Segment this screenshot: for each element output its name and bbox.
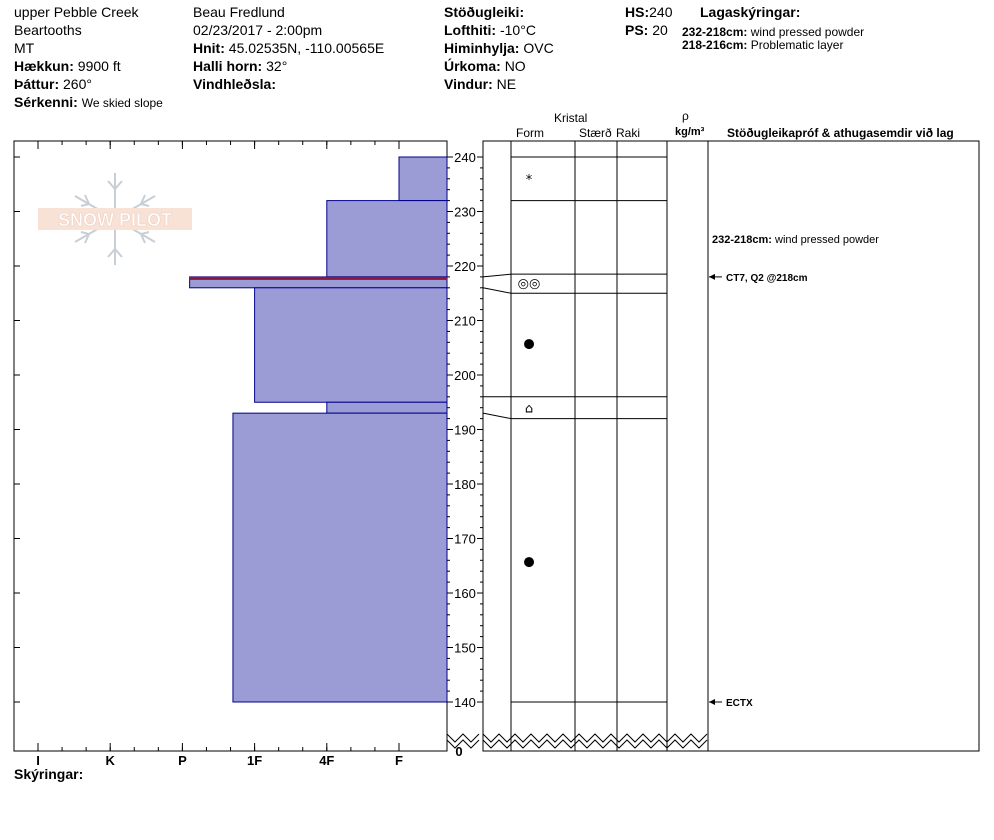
air-temp-label: Lofthiti: [444, 22, 497, 38]
grain-symbol: ◎◎ [517, 276, 541, 292]
state: MT [14, 40, 35, 56]
col-form: Form [516, 126, 544, 140]
location-name: upper Pebble Creek [14, 4, 139, 20]
y-tick-label: 190 [454, 422, 476, 438]
air-temp-value: -10°C [499, 22, 536, 38]
y-tick-label: 170 [454, 531, 476, 547]
annotation-text: ECTX [726, 698, 753, 709]
observer: Beau Fredlund [193, 4, 285, 20]
layer-notes-title: Lagaskýringar: [700, 4, 801, 20]
layer-bar [233, 413, 447, 702]
layer-note-range: 218-216cm: [682, 38, 748, 52]
wind-label: Vindur: [444, 76, 493, 92]
datetime: 02/23/2017 - 2:00pm [193, 22, 323, 38]
annotation-note: wind pressed powder [775, 233, 879, 246]
col-size: Stærð [579, 126, 612, 140]
y-tick-label: 220 [454, 259, 476, 274]
y-tick-label: 210 [454, 313, 476, 329]
y-tick-label: 180 [454, 477, 476, 492]
specifics-value: We skied slope [81, 96, 163, 110]
grain-symbol: ● [523, 554, 535, 570]
boundary-connector [483, 288, 511, 293]
precip-label: Úrkoma: [444, 58, 501, 74]
coords-value: 45.02535N, -110.00565E [228, 40, 385, 56]
x-tick-label: 4F [319, 753, 335, 768]
layer-bar [327, 201, 447, 277]
specifics-label: Sérkenni: [14, 94, 78, 110]
hs-label: HS: [625, 4, 650, 20]
layer-bar [255, 288, 447, 402]
col-crystal: Kristal [554, 111, 588, 125]
layer-note-range: 232-218cm: [682, 25, 748, 39]
logo-text: SNOW PILOT [58, 210, 172, 230]
table-break-zigzag [483, 734, 707, 742]
col-density-unit: kg/m³ [675, 126, 705, 138]
y-tick-label: 200 [454, 368, 476, 383]
weak-layer-marker [190, 277, 447, 280]
x-tick-label: K [105, 753, 115, 768]
grain-symbols [518, 173, 541, 570]
grain-symbol: * [525, 172, 533, 188]
annotation-arrowhead [709, 699, 715, 705]
annotation-arrowhead [709, 274, 715, 280]
precip-value: NO [504, 58, 526, 74]
y-tick-label: 240 [454, 150, 476, 165]
layer-bar [399, 157, 447, 201]
snowpilot-logo [38, 173, 192, 265]
slope-value: 32° [266, 58, 288, 74]
elevation-value: 9900 ft [77, 58, 121, 74]
layer-note-text: Problematic layer [750, 38, 844, 52]
x-tick-label: 1F [247, 753, 263, 768]
wind-value: NE [496, 76, 517, 92]
y-tick-label: 140 [454, 695, 476, 710]
crystal-table [483, 141, 708, 751]
col-rho: ρ [682, 109, 689, 123]
coords-label: Hnit: [193, 40, 225, 56]
x-tick-label: I [36, 753, 40, 768]
annotation-range: 232-218cm: [712, 233, 775, 246]
layer-bar [327, 402, 447, 413]
wind-loading-label: Vindhleðsla: [193, 76, 276, 92]
annotation-text [712, 234, 879, 246]
y-break-label: 0 [455, 744, 463, 759]
axis-break-zigzag [447, 740, 479, 748]
axis-break-zigzag [447, 734, 479, 742]
aspect-value: 260° [63, 76, 92, 92]
ps-value: 20 [652, 22, 668, 38]
mountain-range: Beartooths [14, 22, 82, 38]
x-tick-label: F [395, 753, 403, 768]
col-moisture: Raki [616, 126, 641, 140]
aspect-label: Þáttur: [14, 76, 60, 92]
legend-label: Skýringar: [14, 766, 84, 782]
y-tick-label: 230 [454, 204, 476, 220]
x-tick-label: P [178, 753, 187, 768]
annotation-text: CT7, Q2 @218cm [726, 272, 808, 284]
stability-label: Stöðugleiki: [444, 4, 525, 20]
ps-label: PS: [625, 22, 649, 38]
elevation-label: Hækkun: [14, 58, 74, 74]
y-tick-label: 160 [454, 586, 476, 601]
hs-value: 240 [649, 4, 673, 20]
grain-symbol: ● [523, 336, 535, 352]
test-annotations [709, 234, 879, 709]
grain-symbol: ⌂ [524, 401, 534, 417]
boundary-connector [483, 274, 511, 277]
table-frame [483, 141, 979, 751]
table-break-zigzag [483, 740, 707, 748]
sky-label: Himinhylja: [444, 40, 520, 56]
y-tick-label: 150 [454, 640, 476, 656]
hardness-profile [190, 157, 447, 702]
layer-note-text: wind pressed powder [750, 25, 865, 39]
boundary-connector [483, 413, 511, 418]
sky-value: OVC [523, 40, 554, 56]
chart-frames [14, 141, 979, 751]
col-tests: Stöðugleikapróf & athugasemdir við lag [727, 126, 954, 140]
slope-label: Halli horn: [193, 58, 263, 74]
